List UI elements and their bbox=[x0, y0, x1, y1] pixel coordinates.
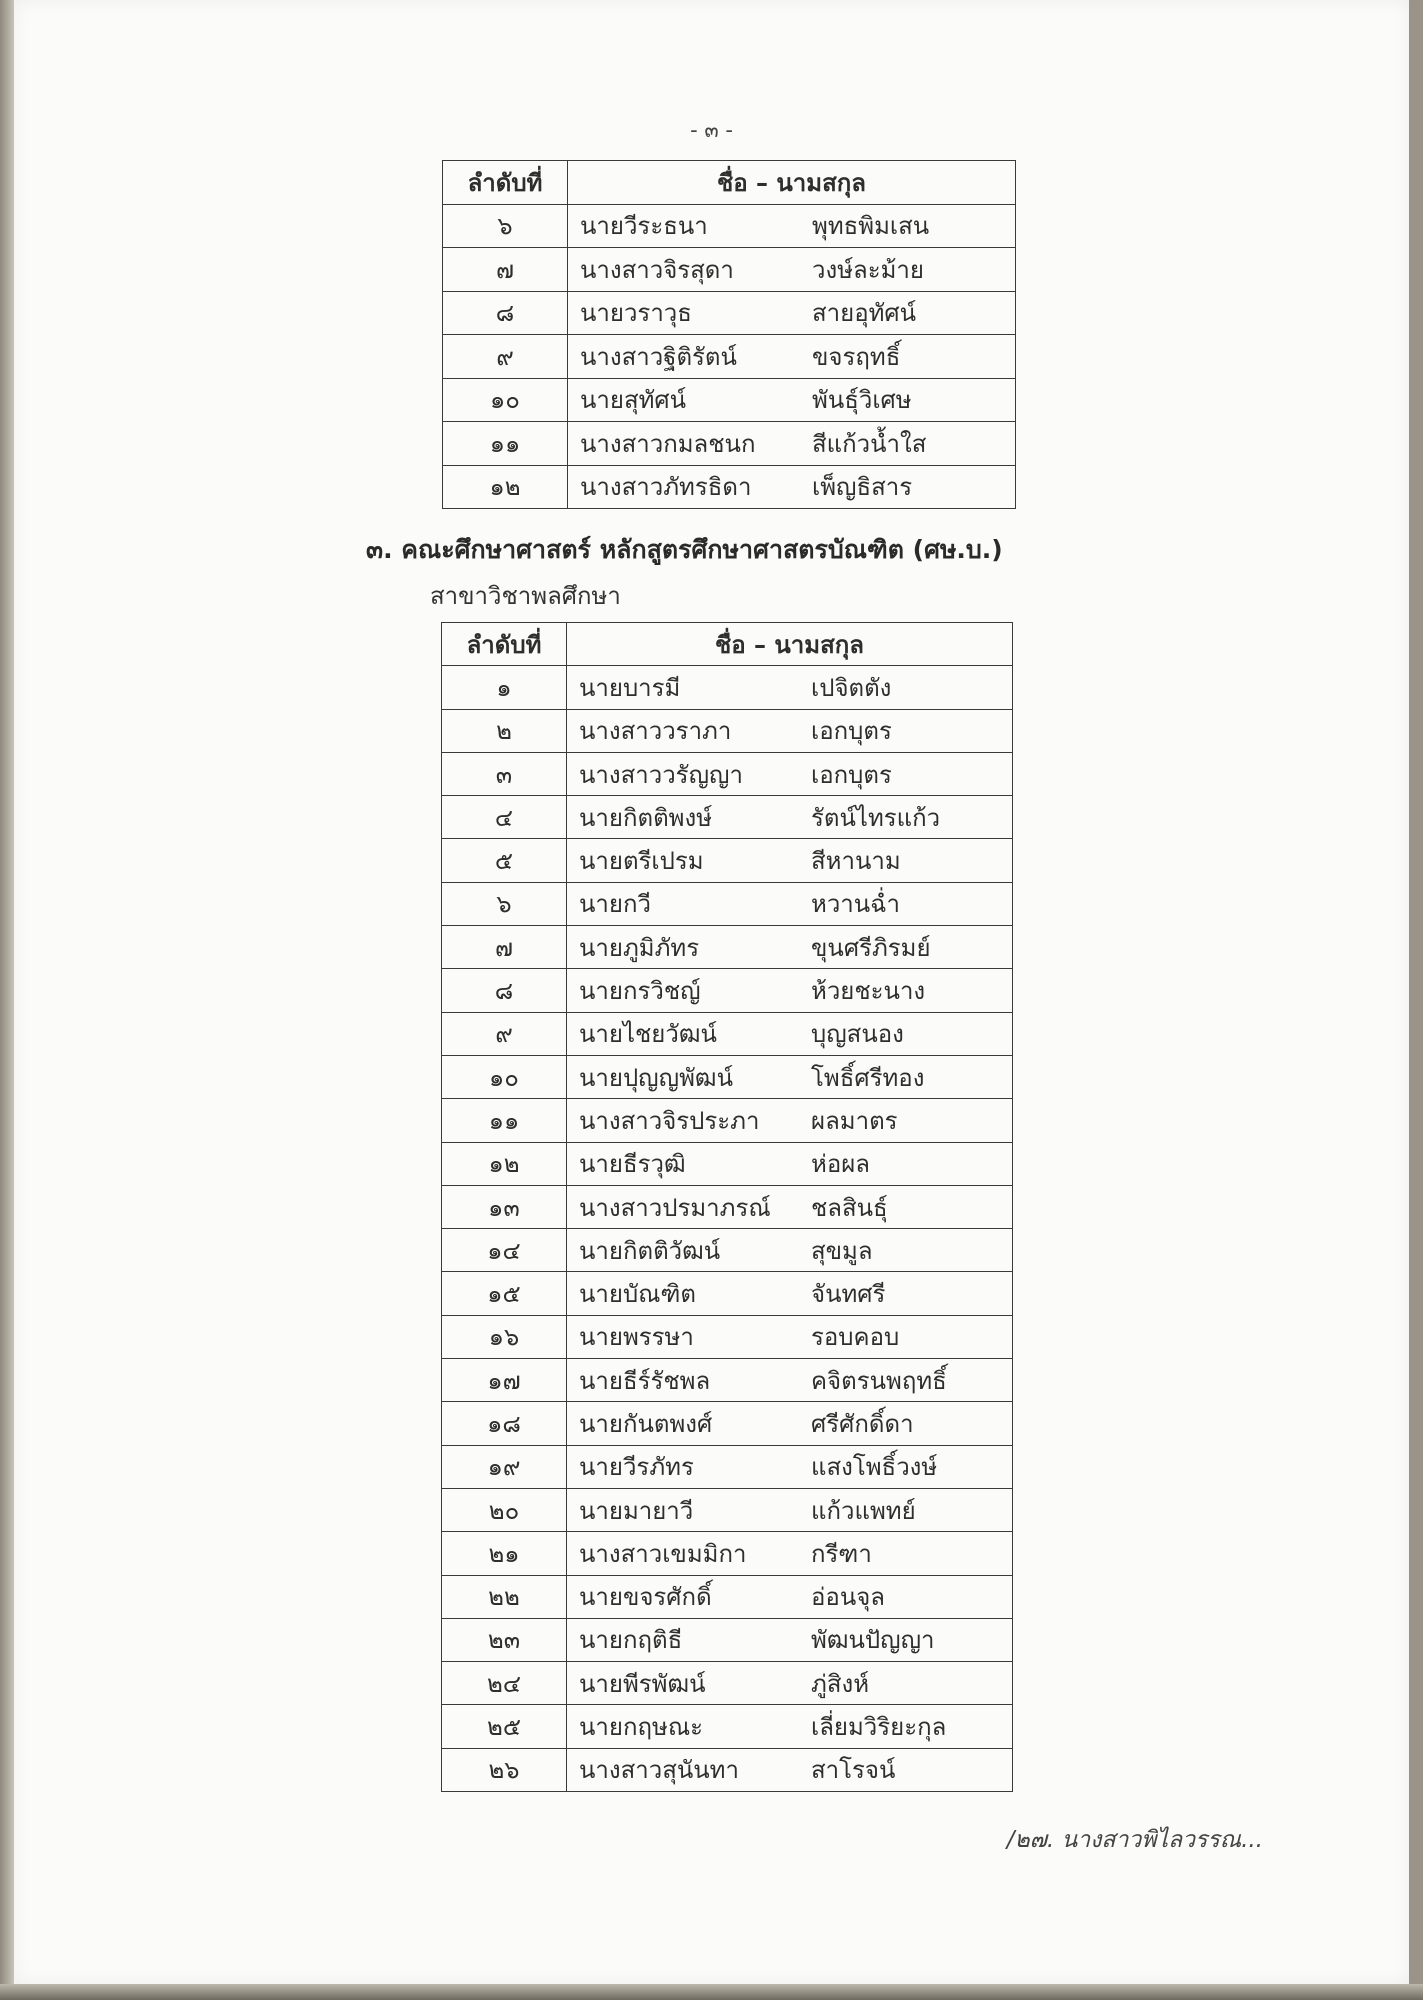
last-name: อ่อนจุล bbox=[811, 1583, 886, 1612]
last-name: ผลมาตร bbox=[811, 1106, 898, 1135]
table-row bbox=[443, 335, 1016, 379]
row-number: ๒๖ bbox=[442, 1748, 567, 1791]
last-name: แสงโพธิ์วงษ์ bbox=[811, 1453, 938, 1482]
last-name: ขุนศรีภิรมย์ bbox=[811, 933, 931, 962]
last-name: ขจรฤทธิ์ bbox=[812, 342, 901, 371]
table-row bbox=[443, 291, 1016, 335]
row-number: ๒๒ bbox=[442, 1575, 567, 1618]
first-name: นายขจรศักดิ์ bbox=[579, 1583, 712, 1612]
paper-shadow-bottom bbox=[0, 1984, 1423, 2000]
roster-table-continued bbox=[442, 160, 1016, 509]
first-name: นายวีรภัทร bbox=[579, 1453, 694, 1482]
last-name: แก้วแพทย์ bbox=[811, 1496, 916, 1525]
first-name: นายธีร์รัชพล bbox=[579, 1366, 711, 1395]
table-row bbox=[442, 839, 1013, 882]
first-name: นายวราวุธ bbox=[580, 299, 692, 328]
row-number: ๑๓ bbox=[442, 1185, 567, 1228]
name-cell bbox=[567, 1662, 1013, 1705]
table-row bbox=[442, 882, 1013, 925]
roster-table-body bbox=[443, 204, 1016, 509]
roster-table-physical-education bbox=[441, 622, 1013, 1792]
first-name: นายปุญญพัฒน์ bbox=[579, 1063, 733, 1092]
name-cell bbox=[568, 204, 1016, 248]
last-name: ศรีศักดิ์ดา bbox=[811, 1409, 914, 1438]
table-row bbox=[442, 1185, 1013, 1228]
table-row bbox=[442, 1315, 1013, 1358]
table-row bbox=[442, 1402, 1013, 1445]
page-number: - ๓ - bbox=[690, 118, 733, 142]
last-name: สายอุทัศน์ bbox=[812, 299, 917, 328]
name-cell bbox=[568, 465, 1016, 509]
last-name: ชลสินธุ์ bbox=[811, 1193, 888, 1222]
row-number: ๖ bbox=[442, 882, 567, 925]
table-row bbox=[442, 1705, 1013, 1748]
first-name: นายไชยวัฒน์ bbox=[579, 1020, 717, 1049]
last-name: สุขมูล bbox=[811, 1236, 873, 1265]
row-number: ๙ bbox=[443, 335, 568, 379]
table-row bbox=[442, 1445, 1013, 1488]
name-cell bbox=[567, 926, 1013, 969]
first-name: นางสาวฐิติรัตน์ bbox=[580, 342, 737, 371]
name-cell bbox=[568, 291, 1016, 335]
row-number: ๑๑ bbox=[442, 1099, 567, 1142]
row-number: ๗ bbox=[443, 248, 568, 292]
table-row bbox=[442, 796, 1013, 839]
last-name: จันทศรี bbox=[811, 1280, 886, 1309]
last-name: เปจิตตัง bbox=[811, 673, 892, 702]
table-header-row bbox=[442, 623, 1013, 666]
table-row bbox=[442, 1359, 1013, 1402]
name-cell bbox=[567, 1705, 1013, 1748]
first-name: นายภูมิภัทร bbox=[579, 933, 700, 962]
last-name: เอกบุตร bbox=[811, 760, 892, 789]
first-name: นางสาวสุนันทา bbox=[579, 1756, 739, 1785]
row-number: ๑๒ bbox=[443, 465, 568, 509]
row-number: ๖ bbox=[443, 204, 568, 248]
last-name: ห้วยชะนาง bbox=[811, 977, 926, 1006]
first-name: นางสาววรัญญา bbox=[579, 760, 743, 789]
table-header-row bbox=[443, 161, 1016, 205]
last-name: กรีฑา bbox=[811, 1539, 872, 1568]
last-name: ภู่สิงห์ bbox=[811, 1669, 870, 1698]
row-number: ๑๐ bbox=[442, 1055, 567, 1098]
column-header-order: ลำดับที่ bbox=[443, 161, 568, 205]
name-cell bbox=[567, 666, 1013, 709]
table-row bbox=[442, 1748, 1013, 1791]
name-cell bbox=[567, 1402, 1013, 1445]
last-name: วงษ์ละม้าย bbox=[812, 255, 924, 284]
continuation-note: /๒๗. นางสาวพิไลวรรณ... bbox=[1006, 1827, 1263, 1853]
name-cell bbox=[567, 796, 1013, 839]
first-name: นางสาวปรมาภรณ์ bbox=[579, 1193, 771, 1222]
first-name: นายวีระธนา bbox=[580, 212, 708, 241]
table-row bbox=[442, 1575, 1013, 1618]
last-name: พันธุ์วิเศษ bbox=[812, 386, 912, 415]
table-row bbox=[443, 465, 1016, 509]
last-name: สาโรจน์ bbox=[811, 1756, 896, 1785]
row-number: ๑๖ bbox=[442, 1315, 567, 1358]
table-row bbox=[443, 422, 1016, 466]
name-cell bbox=[567, 1315, 1013, 1358]
table-row bbox=[442, 1055, 1013, 1098]
name-cell bbox=[568, 335, 1016, 379]
table-row bbox=[442, 752, 1013, 795]
first-name: นางสาววราภา bbox=[579, 717, 732, 746]
column-header-name: ชื่อ – นามสกุล bbox=[568, 161, 1016, 205]
first-name: นายมายาวี bbox=[579, 1496, 694, 1525]
first-name: นางสาวภัทรธิดา bbox=[580, 473, 752, 502]
name-cell bbox=[567, 1099, 1013, 1142]
table-row bbox=[442, 1488, 1013, 1531]
row-number: ๑๙ bbox=[442, 1445, 567, 1488]
section-subheading: สาขาวิชาพลศึกษา bbox=[430, 582, 621, 610]
row-number: ๒๑ bbox=[442, 1532, 567, 1575]
name-cell bbox=[567, 1445, 1013, 1488]
name-cell bbox=[567, 1748, 1013, 1791]
table-row bbox=[442, 666, 1013, 709]
table-row bbox=[442, 1229, 1013, 1272]
table-row bbox=[443, 378, 1016, 422]
first-name: นายตรีเปรม bbox=[579, 847, 704, 876]
first-name: นางสาวจิรประภา bbox=[579, 1106, 760, 1135]
row-number: ๒๓ bbox=[442, 1618, 567, 1661]
row-number: ๒๔ bbox=[442, 1662, 567, 1705]
name-cell bbox=[567, 1185, 1013, 1228]
last-name: สีหานาม bbox=[811, 847, 901, 876]
name-cell bbox=[568, 248, 1016, 292]
table-row bbox=[442, 926, 1013, 969]
first-name: นายกิตติพงษ์ bbox=[579, 803, 713, 832]
row-number: ๘ bbox=[443, 291, 568, 335]
last-name: โพธิ์ศรีทอง bbox=[811, 1063, 925, 1092]
section-heading: ๓. คณะศึกษาศาสตร์ หลักสูตรศึกษาศาสตรบัณฑิต (ศษ.บ.) bbox=[366, 535, 1003, 564]
first-name: นายกรวิชญ์ bbox=[579, 977, 701, 1006]
row-number: ๓ bbox=[442, 752, 567, 795]
first-name: นายกฤษณะ bbox=[579, 1713, 703, 1742]
row-number: ๑๘ bbox=[442, 1402, 567, 1445]
name-cell bbox=[567, 752, 1013, 795]
first-name: นายธีรวุฒิ bbox=[579, 1150, 686, 1179]
table-row bbox=[442, 1618, 1013, 1661]
last-name: เอกบุตร bbox=[811, 717, 892, 746]
name-cell bbox=[567, 709, 1013, 752]
first-name: นายกฤติธี bbox=[579, 1626, 683, 1655]
first-name: นายกันตพงศ์ bbox=[579, 1409, 713, 1438]
name-cell bbox=[567, 1618, 1013, 1661]
table-row bbox=[442, 969, 1013, 1012]
last-name: บุญสนอง bbox=[811, 1020, 904, 1049]
paper-shadow-left bbox=[0, 0, 14, 2000]
table-row bbox=[442, 709, 1013, 752]
first-name: นายพรรษา bbox=[579, 1323, 694, 1352]
row-number: ๑ bbox=[442, 666, 567, 709]
table-row bbox=[442, 1012, 1013, 1055]
first-name: นางสาวจิรสุดา bbox=[580, 255, 734, 284]
first-name: นายกิตติวัฒน์ bbox=[579, 1236, 721, 1265]
table-row bbox=[443, 248, 1016, 292]
first-name: นายบารมี bbox=[579, 673, 681, 702]
row-number: ๑๕ bbox=[442, 1272, 567, 1315]
name-cell bbox=[567, 1012, 1013, 1055]
last-name: พุทธพิมเสน bbox=[812, 212, 930, 241]
row-number: ๘ bbox=[442, 969, 567, 1012]
row-number: ๗ bbox=[442, 926, 567, 969]
row-number: ๒๕ bbox=[442, 1705, 567, 1748]
name-cell bbox=[567, 882, 1013, 925]
name-cell bbox=[567, 839, 1013, 882]
last-name: เลี่ยมวิริยะกุล bbox=[811, 1713, 947, 1742]
name-cell bbox=[568, 378, 1016, 422]
first-name: นายกวี bbox=[579, 890, 651, 919]
last-name: พัฒนปัญญา bbox=[811, 1626, 935, 1655]
row-number: ๑๐ bbox=[443, 378, 568, 422]
column-header-name: ชื่อ – นามสกุล bbox=[567, 623, 1013, 666]
last-name: ห่อผล bbox=[811, 1150, 871, 1179]
row-number: ๒๐ bbox=[442, 1488, 567, 1531]
name-cell bbox=[568, 422, 1016, 466]
last-name: คจิตรนพฤทธิ์ bbox=[811, 1366, 947, 1395]
name-cell bbox=[567, 969, 1013, 1012]
table-row bbox=[442, 1272, 1013, 1315]
name-cell bbox=[567, 1532, 1013, 1575]
table-row bbox=[442, 1532, 1013, 1575]
last-name: รอบคอบ bbox=[811, 1323, 900, 1352]
first-name: นางสาวเขมมิกา bbox=[579, 1539, 747, 1568]
column-header-order: ลำดับที่ bbox=[442, 623, 567, 666]
table-row bbox=[442, 1662, 1013, 1705]
last-name: รัตน์ไทรแก้ว bbox=[811, 803, 941, 832]
table-row bbox=[443, 204, 1016, 248]
name-cell bbox=[567, 1488, 1013, 1531]
name-cell bbox=[567, 1575, 1013, 1618]
table-row bbox=[442, 1142, 1013, 1185]
name-cell bbox=[567, 1359, 1013, 1402]
row-number: ๙ bbox=[442, 1012, 567, 1055]
last-name: สีแก้วน้ำใส bbox=[812, 429, 927, 458]
first-name: นายสุทัศน์ bbox=[580, 386, 687, 415]
name-cell bbox=[567, 1055, 1013, 1098]
table-row bbox=[442, 1099, 1013, 1142]
row-number: ๒ bbox=[442, 709, 567, 752]
name-cell bbox=[567, 1229, 1013, 1272]
first-name: นางสาวกมลชนก bbox=[580, 429, 756, 458]
row-number: ๑๒ bbox=[442, 1142, 567, 1185]
roster-table-body bbox=[442, 666, 1013, 1792]
name-cell bbox=[567, 1142, 1013, 1185]
row-number: ๕ bbox=[442, 839, 567, 882]
name-cell bbox=[567, 1272, 1013, 1315]
row-number: ๑๑ bbox=[443, 422, 568, 466]
row-number: ๑๔ bbox=[442, 1229, 567, 1272]
row-number: ๔ bbox=[442, 796, 567, 839]
row-number: ๑๗ bbox=[442, 1359, 567, 1402]
last-name: เพ็ญธิสาร bbox=[812, 473, 913, 502]
last-name: หวานฉ่ำ bbox=[811, 890, 901, 919]
first-name: นายพีรพัฒน์ bbox=[579, 1669, 706, 1698]
first-name: นายบัณฑิต bbox=[579, 1280, 696, 1309]
